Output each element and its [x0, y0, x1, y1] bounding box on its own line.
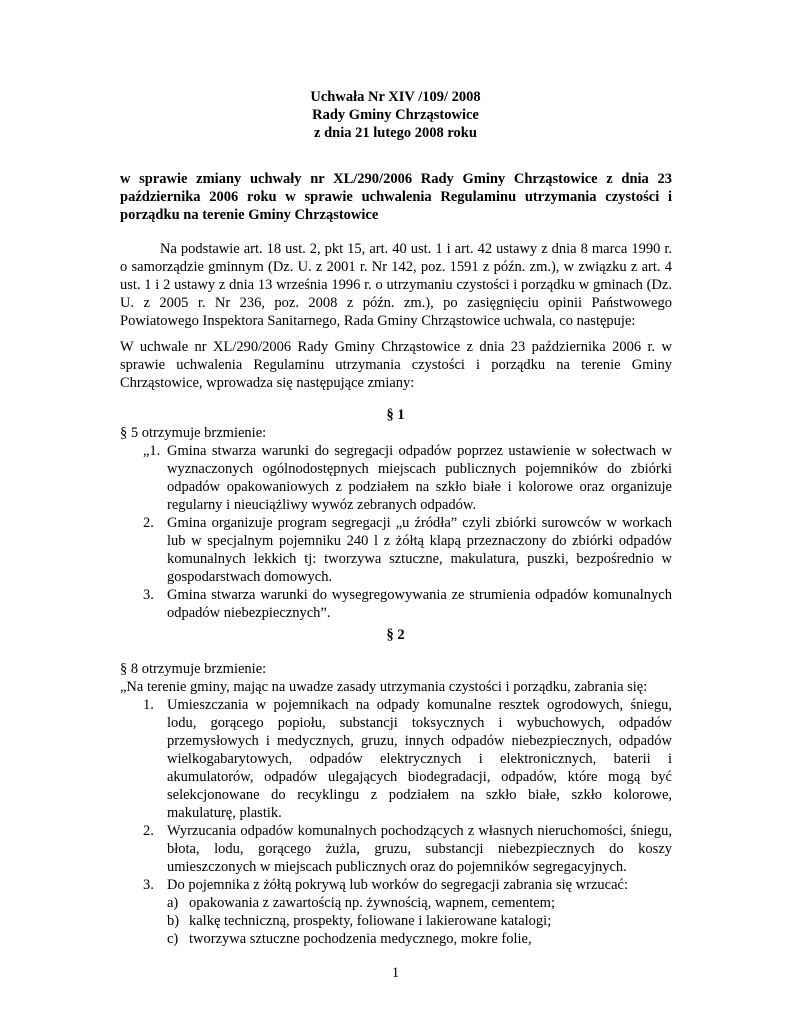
list-item-text: Gmina stwarza warunki do wysegregowywania ze strumienia odpadów komunalnych odpadów niebezpiecznych”.: [167, 587, 672, 621]
section-1-list: [143, 442, 672, 622]
list-item: [143, 442, 672, 514]
sub-list-item: [167, 912, 672, 930]
section-1-lead: § 5 otrzymuje brzmienie:: [120, 425, 267, 441]
section-2-quote: „Na terenie gminy, mając na uwadze zasady utrzymania czystości i porządku, zabrania się:: [120, 679, 648, 695]
resolution-header: [0, 88, 791, 142]
sub-list-item-text: opakowania z zawartością np. żywnością, wapnem, cementem;: [189, 895, 555, 911]
list-item-text: Gmina stwarza warunki do segregacji odpadów poprzez ustawienie w sołectwach w wyznaczonych ogólnodostępnych miejscach publicznych pojemników do zbiórki odpadów opakowaniowych z podziałem na szkło białe i kolorowe oraz organizuje regularny i nieuciążliwy wywóz zebranych odpadów.: [167, 443, 672, 513]
sub-list-item-text: kalkę techniczną, prospekty, foliowane i lakierowane katalogi;: [189, 913, 552, 929]
list-item-number: 3.: [143, 587, 154, 603]
section-1-title: § 1: [386, 407, 405, 423]
resolution-date: z dnia 21 lutego 2008 roku: [314, 125, 477, 141]
list-item: [143, 696, 672, 822]
resolution-subject: w sprawie zmiany uchwały nr XL/290/2006 Rady Gminy Chrząstowice z dnia 23 października 2006 roku w sprawie uchwalenia Regulaminu utrzymania czystości i porządku na terenie Gminy Chrząstowice: [120, 171, 672, 223]
intro-paragraph: W uchwale nr XL/290/2006 Rady Gminy Chrząstowice z dnia 23 października 2006 r. w sprawie uchwalenia Regulaminu utrzymania czystości i porządku na terenie Gminy Chrząstowice, wprowadza się następujące zmiany:: [120, 339, 672, 391]
list-item: [143, 514, 672, 586]
sub-list-item-letter: c): [167, 931, 179, 947]
list-item-number: „1.: [143, 443, 161, 459]
section-2-lead: § 8 otrzymuje brzmienie:: [120, 661, 267, 677]
list-item-text: Umieszczania w pojemnikach na odpady komunalne resztek ogrodowych, śniegu, lodu, gorącego popiołu, substancji toksycznych i wybuchowych, odpadów przemysłowych i medycznych, gruzu, innych odpadów niebezpiecznych, odpadów wielkogabarytowych, odpadów elektrycznych i elektronicznych, baterii i akumulatorów, odpadów ulegających biodegradacji, odpadów, które mogą być selekcjonowane do recyklingu z podziałem na szkło białe, szkło kolorowe, makulaturę, plastik.: [167, 697, 672, 821]
list-item-number: 2.: [143, 823, 154, 839]
list-item-number: 3.: [143, 877, 154, 893]
preamble-paragraph: Na podstawie art. 18 ust. 2, pkt 15, art. 40 ust. 1 i art. 42 ustawy z dnia 8 marca 1990 r. o samorządzie gminnym (Dz. U. z 2001 r. Nr 142, poz. 1591 z późn. zm.), w związku z art. 4 ust. 1 i 2 ustawy z dnia 13 września 1996 r. o utrzymaniu czystości i porządku w gminach (Dz. U. z 2005 r. Nr 236, poz. 2008 z późn. zm.), po zasięgnięciu opinii Państwowego Powiatowego Inspektora Sanitarnego, Rada Gminy Chrząstowice uchwala, co następuje:: [120, 241, 672, 329]
council-name: Rady Gminy Chrząstowice: [312, 107, 479, 123]
sub-list-item: [167, 894, 672, 912]
list-item: [143, 876, 672, 948]
sub-list-item-letter: b): [167, 913, 180, 929]
list-item-text: Do pojemnika z żółtą pokrywą lub worków do segregacji zabrania się wrzucać:: [167, 877, 629, 893]
sub-list-item-letter: a): [167, 895, 179, 911]
list-item-text: Gmina organizuje program segregacji „u źródła” czyli zbiórki surowców w workach lub w specjalnym pojemniku 240 l z żółtą klapą przeznaczony do zbiórki odpadów komunalnych lekkich tj: tworzywa sztuczne, makulatura, puszki, bezpośrednio w gospodarstwach domowych.: [167, 515, 672, 585]
sub-list-item-text: tworzywa sztuczne pochodzenia medycznego, mokre folie,: [189, 931, 532, 947]
list-item-number: 1.: [143, 697, 154, 713]
resolution-number: Uchwała Nr XIV /109/ 2008: [310, 89, 481, 105]
section-2-list: [143, 696, 672, 948]
list-item-number: 2.: [143, 515, 154, 531]
page-number: 1: [391, 965, 400, 981]
list-item: [143, 586, 672, 622]
list-item: [143, 822, 672, 876]
sub-list-item: [167, 930, 672, 948]
section-2-title: § 2: [386, 627, 405, 643]
list-item-text: Wyrzucania odpadów komunalnych pochodzących z własnych nieruchomości, śniegu, błota, lodu, gorącego żużla, gruzu, substancji niebezpiecznych do koszy umieszczonych w miejscach publicznych oraz do pojemników segregacyjnych.: [167, 823, 672, 875]
